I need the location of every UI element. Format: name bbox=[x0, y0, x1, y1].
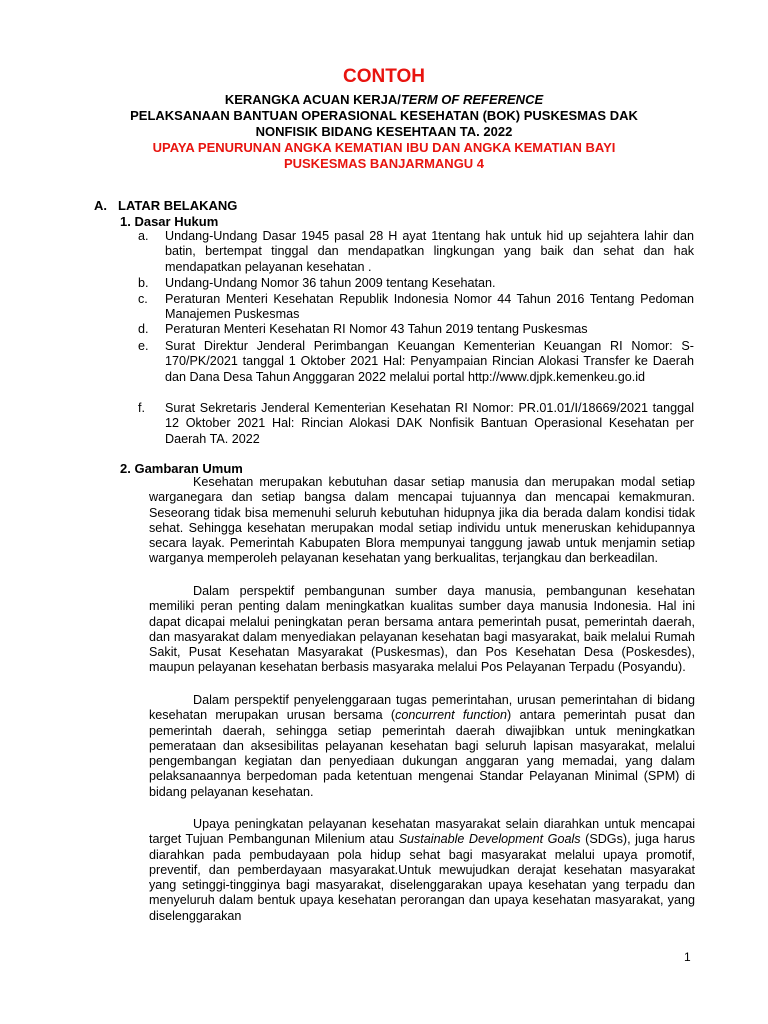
item-text: Surat Sekretaris Jenderal Kementerian Kesehatan RI Nomor: PR.01.01/I/18669/2021 tanggal 12 Oktober 2021 Hal: Rincian Alokasi DAK Nonfisik Bantuan Operasional Kesehatan per Daerah TA. 2022 bbox=[165, 401, 694, 446]
item-marker: a. bbox=[138, 229, 149, 243]
paragraph-text: (SDGs), juga harus diarahkan pada pembudayaan pola hidup sehat bagi masyarakat melalui upaya promotif, preventif, dan pemberdayaan masyarakat.Untuk mewujudkan derajat kesehatan masyarakat yang setinggi-tingginya bagi masyarakat, diselenggarakan upaya kesehatan yang terpadu dan menyeluruh dalam bentuk upaya kesehatan perorangan dan upaya kesehatan masyarakat, yang diselenggarakan bbox=[149, 832, 695, 923]
legal-basis-item bbox=[138, 292, 694, 323]
section-a-letter: A. bbox=[94, 198, 107, 213]
legal-basis-item bbox=[138, 276, 694, 291]
item-marker: f. bbox=[138, 401, 145, 415]
legal-basis-item bbox=[138, 401, 694, 447]
section-a-title: LATAR BELAKANG bbox=[118, 198, 238, 213]
program-title-line2: NONFISIK BIDANG KESEHTAAN TA. 2022 bbox=[255, 124, 513, 139]
item-text: Peraturan Menteri Kesehatan RI Nomor 43 Tahun 2019 tentang Puskesmas bbox=[165, 322, 588, 336]
kak-title-normal: KERANGKA ACUAN KERJA/ bbox=[224, 92, 401, 107]
item-marker: b. bbox=[138, 276, 149, 290]
paragraph-italic: Sustainable Development Goals bbox=[398, 832, 581, 847]
legal-basis-item bbox=[138, 322, 694, 337]
paragraph bbox=[149, 817, 695, 924]
item-marker: d. bbox=[138, 322, 149, 336]
paragraph-italic: concurrent function bbox=[395, 708, 508, 723]
paragraph-text: Upaya peningkatan pelayanan kesehatan masyarakat selain diarahkan untuk mencapai target Tujuan Pembangunan Milenium atau bbox=[149, 817, 695, 847]
legal-basis-item bbox=[138, 229, 694, 275]
section-a-heading bbox=[94, 198, 237, 213]
paragraph bbox=[149, 693, 695, 800]
program-title-line1: PELAKSANAAN BANTUAN OPERASIONAL KESEHATAN (BOK) PUSKESMAS DAK bbox=[130, 108, 638, 123]
dasar-hukum-heading: 1. Dasar Hukum bbox=[120, 214, 219, 229]
item-text: Surat Direktur Jenderal Perimbangan Keuangan Kementerian Keuangan RI Nomor: S-170/PK/2021 tanggal 1 Oktober 2021 Hal: Penyampaian Rincian Alokasi Transfer ke Daerah dan Dana Desa Tahun Angggaran 2022 melalui portal http://www.djpk.kemenkeu.go.id bbox=[165, 339, 694, 384]
gambaran-umum-heading: 2. Gambaran Umum bbox=[120, 461, 243, 476]
item-text: Peraturan Menteri Kesehatan Republik Indonesia Nomor 44 Tahun 2016 Tentang Pedoman Manajemen Puskesmas bbox=[165, 292, 694, 322]
paragraph-text: Dalam perspektif penyelenggaraan tugas pemerintahan, urusan pemerintahan di bidang kesehatan merupakan urusan bersama ( bbox=[149, 693, 695, 723]
item-marker: e. bbox=[138, 339, 149, 353]
item-marker: c. bbox=[138, 292, 148, 306]
legal-basis-item bbox=[138, 339, 694, 385]
contoh-title: CONTOH bbox=[343, 66, 425, 87]
activity-title: UPAYA PENURUNAN ANGKA KEMATIAN IBU DAN ANGKA KEMATIAN BAYI bbox=[152, 140, 616, 155]
paragraph: Kesehatan merupakan kebutuhan dasar setiap manusia dan merupakan modal setiap warganegara dan setiap bangsa dalam mencapai tujuannya dan mencapai kemakmuran. Seseorang tidak bisa memenuhi seluruh kebutuhan hidupnya jika dia berada dalam kondisi tidak sehat. Sehingga kesehatan merupakan modal setiap individu untuk meneruskan kehidupannya secara layak. Pemerintah Kabupaten Blora mempunyai tanggung jawab untuk menjamin setiap warganya memperoleh pelayanan kesehatan yang berkualitas, terjangkau dan berkeadilan. bbox=[149, 475, 695, 566]
puskesmas-name: PUSKESMAS BANJARMANGU 4 bbox=[283, 156, 485, 171]
item-text: Undang-Undang Dasar 1945 pasal 28 H ayat 1tentang hak untuk hid up sejahtera lahir dan batin, bertempat tinggal dan mendapatkan lingkungan yang baik dan sehat dan hak mendapatkan pelayanan kesehatan . bbox=[165, 229, 694, 274]
kak-title-italic: TERM OF REFERENCE bbox=[400, 92, 544, 107]
kak-title bbox=[0, 92, 768, 107]
item-text: Undang-Undang Nomor 36 tahun 2009 tentang Kesehatan. bbox=[165, 276, 496, 290]
paragraph: Dalam perspektif pembangunan sumber daya manusia, pembangunan kesehatan memiliki peran penting dalam meningkatkan kualitas sumber daya manusia Indonesia. Hal ini dapat dicapai melalui peningkatan peran bersama antara pemerintah pusat, pemerintah daerah, dan masyarakat dalam menyediakan pelayanan kesehatan bagi masyarakat, baik melalui Rumah Sakit, Pusat Kesehatan Masyarakat (Puskesmas), dan Pos Kesehatan Desa (Poskesdes), maupun pelayanan kesehatan berbasis masyaraka melalui Pos Pelayanan Terpadu (Posyandu). bbox=[149, 584, 695, 675]
page-number: 1 bbox=[684, 950, 691, 964]
paragraph-text: ) antara pemerintah pusat dan pemerintah daerah, sehingga setiap pemerintah daerah diwajibkan untuk meningkatkan pemerataan dan aksesibilitas pelayanan kesehatan bagi seluruh lapisan masyarakat, melalui pengembangan kegiatan dan penyediaan dukungan anggaran yang memadai, yang dalam pelaksanaannya berpedoman pada ketentuan mengenai Standar Pelayanan Minimal (SPM) di bidang pelayanan kesehatan. bbox=[149, 708, 695, 799]
